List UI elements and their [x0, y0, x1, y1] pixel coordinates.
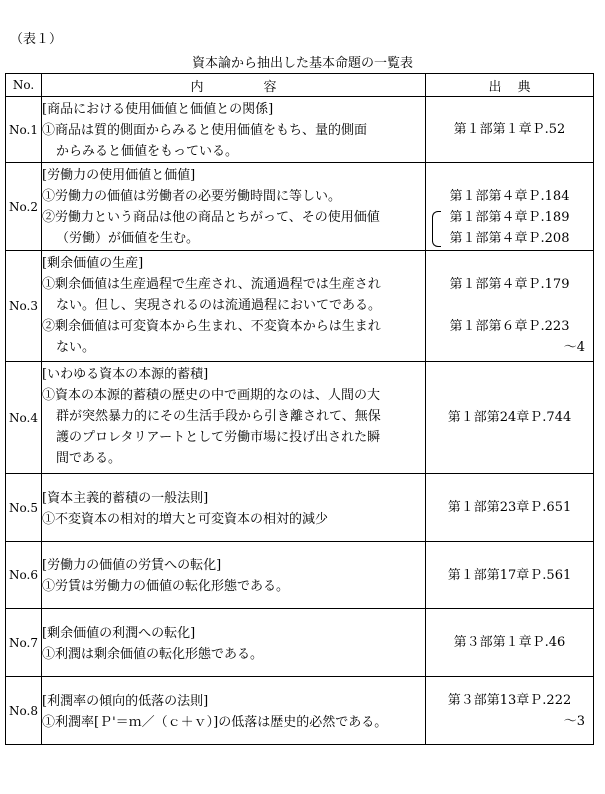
row-no: No.3	[6, 251, 42, 362]
table-row	[6, 474, 594, 542]
row-line: 間である。	[56, 451, 122, 466]
row-line: ②労働力という商品は他の商品とちがって、その使用価値	[42, 210, 380, 225]
row-heading: [資本主義的蓄積の一般法則]	[42, 490, 209, 506]
source-line: 第１部第４章Ｐ.208	[449, 231, 570, 246]
source-line: 第１部第４章Ｐ.184	[449, 189, 570, 204]
row-no: No.7	[6, 609, 42, 677]
row-line: ①労賃は労働力の価値の転化形態である。	[42, 579, 290, 594]
header-content: 内容	[190, 79, 337, 95]
row-source	[426, 362, 594, 474]
row-no: No.6	[6, 542, 42, 609]
row-source	[426, 251, 594, 362]
row-line: ②剰余価値は可変資本から生まれ、不変資本からは生まれ	[42, 319, 381, 334]
row-heading: [剰余価値の生産]	[42, 256, 144, 271]
brace-icon	[432, 211, 441, 247]
source-line: 第１部第６章Ｐ.223	[449, 319, 570, 334]
header-source: 出典	[488, 79, 547, 95]
source-line: 第１部第17章Ｐ.561	[447, 567, 572, 583]
row-content	[42, 677, 426, 745]
row-line: ①商品は質的側面からみると使用価値をもち、量的側面	[42, 123, 368, 138]
row-content	[42, 609, 426, 677]
row-content	[42, 97, 426, 163]
row-source	[426, 542, 594, 609]
row-line: からみると価値をもっている。	[56, 144, 239, 159]
row-heading: [労働力の価値の労賃への転化]	[42, 558, 222, 573]
table-row	[6, 251, 594, 362]
row-heading: [労働力の使用価値と価値]	[42, 168, 196, 183]
row-line: ①資本の本源的蓄積の歴史の中で画期的なのは、人間の大	[42, 388, 381, 403]
row-source	[426, 163, 594, 251]
row-line: 護のプロレタリアートとして労働市場に投げ出された瞬	[56, 430, 381, 445]
row-line: 群が突然暴力的にその生活手段から引き離されて、無保	[56, 409, 381, 424]
header-row	[6, 74, 594, 97]
row-line: ①不変資本の相対的増大と可変資本の相対的減少	[42, 511, 329, 527]
table-row	[6, 609, 594, 677]
row-heading: [利潤率の傾向的低落の法則]	[42, 693, 209, 709]
source-line: 第３部第１章Ｐ.46	[453, 635, 566, 650]
row-no: No.2	[6, 163, 42, 251]
row-content	[42, 474, 426, 542]
row-content	[42, 251, 426, 362]
row-line: （労働）が価値を生む。	[56, 231, 200, 246]
source-line: 第３部第13章Ｐ.222	[447, 692, 572, 708]
header-no: No.	[6, 74, 42, 97]
row-line: ①労働力の価値は労働者の必要労働時間に等しい。	[42, 189, 342, 204]
row-line: ない。	[56, 340, 96, 355]
row-line: ①利潤は剰余価値の転化形態である。	[42, 646, 264, 662]
row-source	[426, 97, 594, 163]
row-no: No.4	[6, 362, 42, 474]
row-heading: [剰余価値の利潤への転化]	[42, 625, 196, 641]
source-line: 第１部第24章Ｐ.744	[447, 410, 572, 425]
row-content	[42, 163, 426, 251]
propositions-table	[5, 73, 594, 745]
source-line: 第１部第23章Ｐ.651	[447, 500, 572, 515]
page-title: 資本論から抽出した基本命題の一覧表	[191, 56, 413, 71]
row-line: ①剰余価値は生産過程で生産され、流通過程では生産され	[42, 277, 381, 292]
row-no: No.1	[6, 97, 42, 163]
source-line: ～3	[563, 713, 585, 729]
row-line: ない。但し、実現されるのは流通過程においてである。	[56, 298, 382, 313]
row-source	[426, 609, 594, 677]
table-row	[6, 97, 594, 163]
row-heading: [いわゆる資本の本源的蓄積]	[42, 367, 209, 382]
row-line: ①利潤率[Ｐ'＝ｍ／（ｃ＋ｖ）]の低落は歴史的必然である。	[42, 714, 388, 730]
row-no: No.5	[6, 474, 42, 542]
row-content	[42, 362, 426, 474]
source-line: ～4	[563, 340, 585, 355]
table-row	[6, 163, 594, 251]
source-line: 第１部第１章Ｐ.52	[453, 122, 566, 137]
row-content	[42, 542, 426, 609]
table-label: （表１）	[10, 32, 63, 47]
row-heading: [商品における使用価値と価値との関係]	[42, 102, 274, 117]
row-source	[426, 474, 594, 542]
source-line: 第１部第４章Ｐ.179	[449, 277, 570, 292]
row-source	[426, 677, 594, 745]
table-row	[6, 362, 594, 474]
source-line: 第１部第４章Ｐ.189	[449, 210, 570, 225]
row-no: No.8	[6, 677, 42, 745]
table-row	[6, 542, 594, 609]
table-row	[6, 677, 594, 745]
